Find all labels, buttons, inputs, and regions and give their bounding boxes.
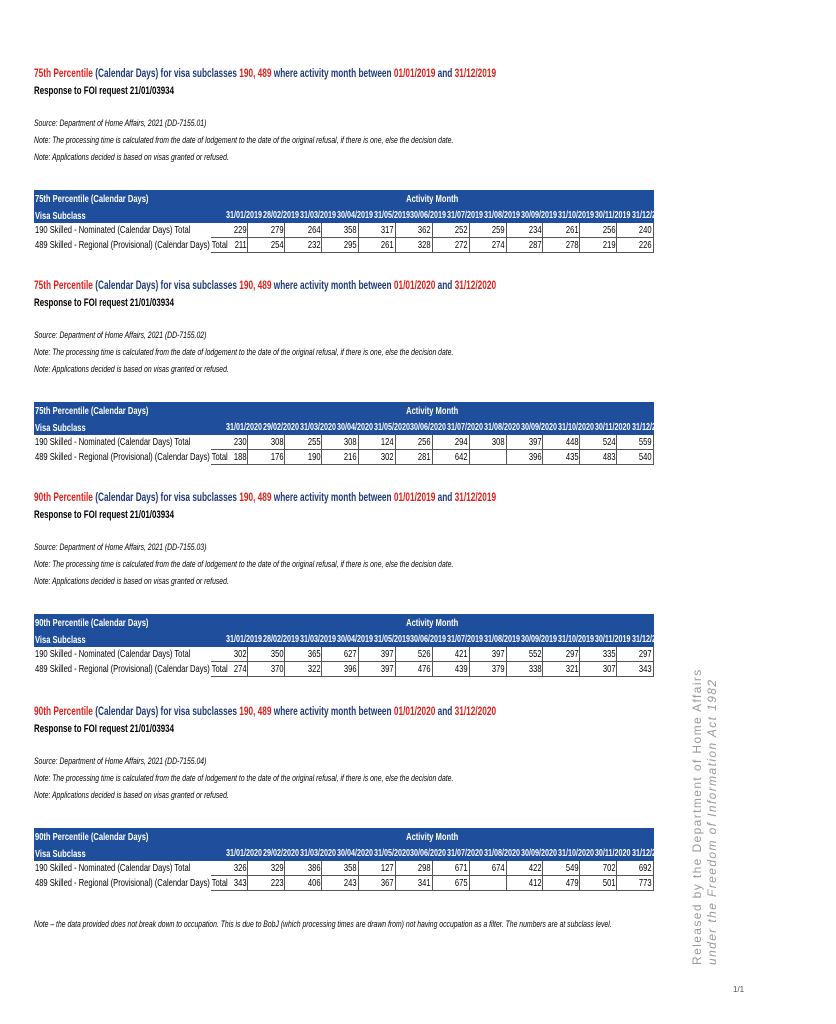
month-column-header: 30/09/2020 bbox=[506, 420, 543, 435]
month-column-header: 30/09/2019 bbox=[506, 208, 543, 223]
processing-note: Note: The processing time is calculated from the date of lodgement to the date of the original refusal, if there is one, else the decision date. bbox=[34, 347, 454, 358]
processing-note: Note: The processing time is calculated from the date of lodgement to the date of the original refusal, if there is one, else the decision date. bbox=[34, 135, 454, 146]
title-start-date: 01/01/2019 bbox=[393, 68, 436, 80]
visa-subclass-header: Visa Subclass bbox=[34, 420, 211, 435]
table-cell: 396 bbox=[322, 662, 359, 677]
table-row bbox=[34, 861, 654, 876]
month-column-header: 30/04/2019 bbox=[322, 208, 359, 223]
table-cell: 295 bbox=[322, 238, 359, 253]
month-column-header: 30/06/2020 bbox=[395, 420, 432, 435]
month-column-header: 31/05/2020 bbox=[359, 846, 396, 861]
table-cell: 422 bbox=[506, 861, 543, 876]
applications-note: Note: Applications decided is based on visas granted or refused. bbox=[34, 790, 229, 801]
table-cell: 256 bbox=[395, 435, 432, 450]
month-column-header: 31/05/2020 bbox=[359, 420, 396, 435]
date-header-row bbox=[34, 632, 654, 647]
source-line: Source: Department of Home Affairs, 2021 (DD-7155.03) bbox=[34, 542, 207, 553]
table-cell: 272 bbox=[432, 238, 469, 253]
table-row bbox=[34, 662, 654, 677]
table-cell: 559 bbox=[617, 435, 654, 450]
foi-response-line: Response to FOI request 21/01/03934 bbox=[34, 297, 174, 309]
table-cell: 223 bbox=[248, 876, 285, 891]
month-column-header: 31/10/2019 bbox=[543, 632, 580, 647]
month-column-header: 31/07/2020 bbox=[432, 846, 469, 861]
percentile-table bbox=[34, 828, 668, 891]
month-column-header: 31/03/2020 bbox=[285, 420, 322, 435]
table-cell: 540 bbox=[617, 450, 654, 465]
source-line: Source: Department of Home Affairs, 2021 (DD-7155.02) bbox=[34, 330, 207, 341]
table-cell: 773 bbox=[617, 876, 654, 891]
row-label: 190 Skilled - Nominated (Calendar Days) Total bbox=[35, 436, 191, 449]
table-cell: 240 bbox=[617, 223, 654, 238]
month-column-header: 31/01/2019 bbox=[211, 632, 248, 647]
month-column-header: 30/06/2019 bbox=[395, 632, 432, 647]
table-cell: 317 bbox=[359, 223, 396, 238]
table-cell: 674 bbox=[469, 861, 506, 876]
table-cell: 308 bbox=[469, 435, 506, 450]
foi-response-line: Response to FOI request 21/01/03934 bbox=[34, 85, 174, 97]
applications-note: Note: Applications decided is based on visas granted or refused. bbox=[34, 576, 229, 587]
table-cell bbox=[469, 450, 506, 465]
table-cell: 294 bbox=[432, 435, 469, 450]
table-cell: 386 bbox=[285, 861, 322, 876]
title-text: (Calendar Days) for visa subclasses bbox=[92, 706, 240, 718]
table-cell: 396 bbox=[506, 450, 543, 465]
table-cell: 259 bbox=[469, 223, 506, 238]
table-cell: 439 bbox=[432, 662, 469, 677]
activity-month-header: Activity Month bbox=[211, 828, 654, 846]
title-text: where activity month between bbox=[271, 280, 394, 292]
table-cell: 406 bbox=[285, 876, 322, 891]
table-cell: 232 bbox=[285, 238, 322, 253]
row-label: 489 Skilled - Regional (Provisional) (Calendar Days) Total bbox=[35, 877, 228, 889]
row-label: 190 Skilled - Nominated (Calendar Days) Total bbox=[35, 224, 191, 237]
table-cell: 627 bbox=[322, 647, 359, 662]
title-text: and bbox=[435, 68, 455, 80]
row-label: 489 Skilled - Regional (Provisional) (Calendar Days) Total bbox=[35, 451, 228, 463]
table-cell: 526 bbox=[395, 647, 432, 662]
table-cell: 476 bbox=[395, 662, 432, 677]
month-column-header: 30/09/2020 bbox=[506, 846, 543, 861]
table-cell: 308 bbox=[322, 435, 359, 450]
table-cell: 219 bbox=[580, 238, 617, 253]
table-cell: 397 bbox=[469, 647, 506, 662]
month-column-header: 28/02/2019 bbox=[248, 208, 285, 223]
table-cell: 264 bbox=[285, 223, 322, 238]
table-cell: 329 bbox=[248, 861, 285, 876]
table-cell: 281 bbox=[395, 450, 432, 465]
month-column-header: 31/01/2019 bbox=[211, 208, 248, 223]
table-cell: 243 bbox=[322, 876, 359, 891]
table-cell: 365 bbox=[285, 647, 322, 662]
month-column-header: 31/08/2019 bbox=[469, 208, 506, 223]
title-end-date: 31/12/2020 bbox=[454, 706, 497, 718]
percentile-table bbox=[34, 402, 668, 465]
table-cell: 322 bbox=[285, 662, 322, 677]
month-column-header: 31/07/2019 bbox=[432, 632, 469, 647]
table-cell: 435 bbox=[543, 450, 580, 465]
title-end-date: 31/12/2019 bbox=[454, 492, 497, 504]
table-cell: 370 bbox=[248, 662, 285, 677]
month-column-header: 29/02/2020 bbox=[248, 846, 285, 861]
title-text: where activity month between bbox=[271, 68, 394, 80]
month-column-header: 31/10/2020 bbox=[543, 420, 580, 435]
foi-response-line: Response to FOI request 21/01/03934 bbox=[34, 723, 174, 735]
row-label: 489 Skilled - Regional (Provisional) (Calendar Days) Total bbox=[35, 663, 228, 675]
table-cell: 702 bbox=[580, 861, 617, 876]
table-cell: 358 bbox=[322, 861, 359, 876]
table-cell: 397 bbox=[359, 662, 396, 677]
month-column-header: 31/07/2019 bbox=[432, 208, 469, 223]
month-column-header: 31/01/2020 bbox=[211, 846, 248, 861]
table-cell: 335 bbox=[580, 647, 617, 662]
visa-subclass-header: Visa Subclass bbox=[34, 632, 211, 647]
title-percentile: 90th Percentile bbox=[34, 706, 93, 718]
table-row bbox=[34, 876, 654, 891]
date-header-row bbox=[34, 420, 654, 435]
source-line: Source: Department of Home Affairs, 2021 (DD-7155.01) bbox=[34, 118, 207, 129]
table-cell: 552 bbox=[506, 647, 543, 662]
table-cell: 278 bbox=[543, 238, 580, 253]
title-subclasses: 190, 489 bbox=[239, 280, 272, 292]
percentile-table bbox=[34, 190, 668, 253]
table-cell: 226 bbox=[617, 238, 654, 253]
title-subclasses: 190, 489 bbox=[239, 68, 272, 80]
month-column-header: 30/06/2019 bbox=[395, 208, 432, 223]
table-cell: 302 bbox=[211, 647, 248, 662]
table-cell: 343 bbox=[211, 876, 248, 891]
table-cell: 397 bbox=[506, 435, 543, 450]
table-cell: 176 bbox=[248, 450, 285, 465]
month-column-header: 30/09/2019 bbox=[506, 632, 543, 647]
table-cell: 124 bbox=[359, 435, 396, 450]
table-cell: 326 bbox=[211, 861, 248, 876]
title-subclasses: 190, 489 bbox=[239, 492, 272, 504]
month-column-header: 31/12/2019 bbox=[617, 632, 654, 647]
table-cell bbox=[469, 876, 506, 891]
table-cell: 341 bbox=[395, 876, 432, 891]
title-percentile: 75th Percentile bbox=[34, 280, 93, 292]
title-text: and bbox=[435, 492, 455, 504]
title-text: where activity month between bbox=[271, 492, 394, 504]
table-cell: 671 bbox=[432, 861, 469, 876]
month-column-header: 30/04/2019 bbox=[322, 632, 359, 647]
table-cell: 675 bbox=[432, 876, 469, 891]
table-cell: 261 bbox=[359, 238, 396, 253]
month-column-header: 30/04/2020 bbox=[322, 420, 359, 435]
month-column-header: 30/11/2019 bbox=[580, 632, 617, 647]
title-text: and bbox=[435, 706, 455, 718]
table-cell: 261 bbox=[543, 223, 580, 238]
table-cell: 230 bbox=[211, 435, 248, 450]
table-cell: 358 bbox=[322, 223, 359, 238]
table-cell: 298 bbox=[395, 861, 432, 876]
table-cell: 328 bbox=[395, 238, 432, 253]
title-text: where activity month between bbox=[271, 706, 394, 718]
month-column-header: 31/01/2020 bbox=[211, 420, 248, 435]
table-row bbox=[34, 435, 654, 450]
report-section bbox=[34, 68, 668, 251]
stamp-line-1: Released by the Department of Home Affairs bbox=[690, 668, 704, 965]
table-cell: 302 bbox=[359, 450, 396, 465]
month-column-header: 31/03/2019 bbox=[285, 632, 322, 647]
table-row bbox=[34, 238, 654, 253]
table-header-title: 90th Percentile (Calendar Days) bbox=[34, 614, 211, 632]
table-header-title: 75th Percentile (Calendar Days) bbox=[34, 190, 211, 208]
table-cell: 362 bbox=[395, 223, 432, 238]
source-line: Source: Department of Home Affairs, 2021 (DD-7155.04) bbox=[34, 756, 207, 767]
month-column-header: 30/06/2020 bbox=[395, 846, 432, 861]
section-title bbox=[34, 492, 654, 506]
footer-note: Note – the data provided does not break down to occupation. This is due to BobJ (which processing times are drawn from) not having occupation as a filter. The numbers are at subclass level. bbox=[34, 919, 612, 930]
activity-month-header: Activity Month bbox=[211, 402, 654, 420]
table-cell: 307 bbox=[580, 662, 617, 677]
table-cell: 127 bbox=[359, 861, 396, 876]
month-column-header: 31/05/2019 bbox=[359, 208, 396, 223]
table-header-title: 75th Percentile (Calendar Days) bbox=[34, 402, 211, 420]
date-header-row bbox=[34, 846, 654, 861]
month-column-header: 31/10/2020 bbox=[543, 846, 580, 861]
title-percentile: 75th Percentile bbox=[34, 68, 93, 80]
table-header-row bbox=[34, 190, 654, 208]
row-label: 489 Skilled - Regional (Provisional) (Calendar Days) Total bbox=[35, 239, 228, 251]
table-header-row bbox=[34, 828, 654, 846]
table-cell: 216 bbox=[322, 450, 359, 465]
table-row bbox=[34, 647, 654, 662]
table-row bbox=[34, 450, 654, 465]
visa-subclass-header: Visa Subclass bbox=[34, 208, 211, 223]
table-cell: 252 bbox=[432, 223, 469, 238]
month-column-header: 28/02/2019 bbox=[248, 632, 285, 647]
table-cell: 321 bbox=[543, 662, 580, 677]
title-subclasses: 190, 489 bbox=[239, 706, 272, 718]
table-cell: 501 bbox=[580, 876, 617, 891]
table-cell: 483 bbox=[580, 450, 617, 465]
title-text: and bbox=[435, 280, 455, 292]
month-column-header: 31/12/2020 bbox=[617, 846, 654, 861]
table-cell: 397 bbox=[359, 647, 396, 662]
month-column-header: 31/10/2019 bbox=[543, 208, 580, 223]
table-cell: 297 bbox=[543, 647, 580, 662]
row-label: 190 Skilled - Nominated (Calendar Days) Total bbox=[35, 862, 191, 875]
activity-month-header: Activity Month bbox=[211, 614, 654, 632]
table-cell: 524 bbox=[580, 435, 617, 450]
month-column-header: 31/05/2019 bbox=[359, 632, 396, 647]
table-header-title: 90th Percentile (Calendar Days) bbox=[34, 828, 211, 846]
date-header-row bbox=[34, 208, 654, 223]
table-row bbox=[34, 223, 654, 238]
table-cell: 255 bbox=[285, 435, 322, 450]
stamp-line-2: under the Freedom of Information Act 1982 bbox=[705, 678, 719, 965]
table-cell: 274 bbox=[469, 238, 506, 253]
page-number: 1/1 bbox=[733, 985, 745, 994]
table-cell: 549 bbox=[543, 861, 580, 876]
table-cell: 448 bbox=[543, 435, 580, 450]
table-cell: 256 bbox=[580, 223, 617, 238]
title-start-date: 01/01/2020 bbox=[393, 280, 436, 292]
report-section bbox=[34, 280, 668, 463]
month-column-header: 31/08/2020 bbox=[469, 846, 506, 861]
table-cell: 211 bbox=[211, 238, 248, 253]
table-cell: 234 bbox=[506, 223, 543, 238]
month-column-header: 30/11/2019 bbox=[580, 208, 617, 223]
table-cell: 229 bbox=[211, 223, 248, 238]
month-column-header: 30/11/2020 bbox=[580, 420, 617, 435]
applications-note: Note: Applications decided is based on visas granted or refused. bbox=[34, 364, 229, 375]
title-percentile: 90th Percentile bbox=[34, 492, 93, 504]
month-column-header: 31/12/2020 bbox=[617, 420, 654, 435]
table-cell: 692 bbox=[617, 861, 654, 876]
title-end-date: 31/12/2020 bbox=[454, 280, 497, 292]
month-column-header: 31/03/2019 bbox=[285, 208, 322, 223]
table-cell: 274 bbox=[211, 662, 248, 677]
section-title bbox=[34, 706, 654, 720]
title-start-date: 01/01/2020 bbox=[393, 706, 436, 718]
table-cell: 188 bbox=[211, 450, 248, 465]
table-header-row bbox=[34, 402, 654, 420]
month-column-header: 31/08/2019 bbox=[469, 632, 506, 647]
table-cell: 338 bbox=[506, 662, 543, 677]
table-cell: 287 bbox=[506, 238, 543, 253]
month-column-header: 31/03/2020 bbox=[285, 846, 322, 861]
month-column-header: 30/11/2020 bbox=[580, 846, 617, 861]
table-cell: 308 bbox=[248, 435, 285, 450]
processing-note: Note: The processing time is calculated from the date of lodgement to the date of the original refusal, if there is one, else the decision date. bbox=[34, 559, 454, 570]
section-title bbox=[34, 68, 654, 82]
visa-subclass-header: Visa Subclass bbox=[34, 846, 211, 861]
table-header-row bbox=[34, 614, 654, 632]
month-column-header: 31/07/2020 bbox=[432, 420, 469, 435]
activity-month-header: Activity Month bbox=[211, 190, 654, 208]
report-section bbox=[34, 492, 668, 675]
table-cell: 379 bbox=[469, 662, 506, 677]
table-cell: 279 bbox=[248, 223, 285, 238]
section-title bbox=[34, 280, 654, 294]
foi-release-stamp bbox=[690, 668, 720, 965]
month-column-header: 31/12/2019 bbox=[617, 208, 654, 223]
table-cell: 642 bbox=[432, 450, 469, 465]
table-cell: 343 bbox=[617, 662, 654, 677]
month-column-header: 29/02/2020 bbox=[248, 420, 285, 435]
table-cell: 254 bbox=[248, 238, 285, 253]
percentile-table bbox=[34, 614, 668, 677]
table-cell: 367 bbox=[359, 876, 396, 891]
month-column-header: 31/08/2020 bbox=[469, 420, 506, 435]
table-cell: 350 bbox=[248, 647, 285, 662]
processing-note: Note: The processing time is calculated from the date of lodgement to the date of the original refusal, if there is one, else the decision date. bbox=[34, 773, 454, 784]
table-cell: 190 bbox=[285, 450, 322, 465]
title-text: (Calendar Days) for visa subclasses bbox=[92, 68, 240, 80]
month-column-header: 30/04/2020 bbox=[322, 846, 359, 861]
title-start-date: 01/01/2019 bbox=[393, 492, 436, 504]
table-cell: 479 bbox=[543, 876, 580, 891]
table-cell: 297 bbox=[617, 647, 654, 662]
table-cell: 421 bbox=[432, 647, 469, 662]
foi-response-line: Response to FOI request 21/01/03934 bbox=[34, 509, 174, 521]
table-cell: 412 bbox=[506, 876, 543, 891]
row-label: 190 Skilled - Nominated (Calendar Days) Total bbox=[35, 648, 191, 661]
title-end-date: 31/12/2019 bbox=[454, 68, 497, 80]
applications-note: Note: Applications decided is based on visas granted or refused. bbox=[34, 152, 229, 163]
report-section bbox=[34, 706, 668, 889]
title-text: (Calendar Days) for visa subclasses bbox=[92, 280, 240, 292]
title-text: (Calendar Days) for visa subclasses bbox=[92, 492, 240, 504]
